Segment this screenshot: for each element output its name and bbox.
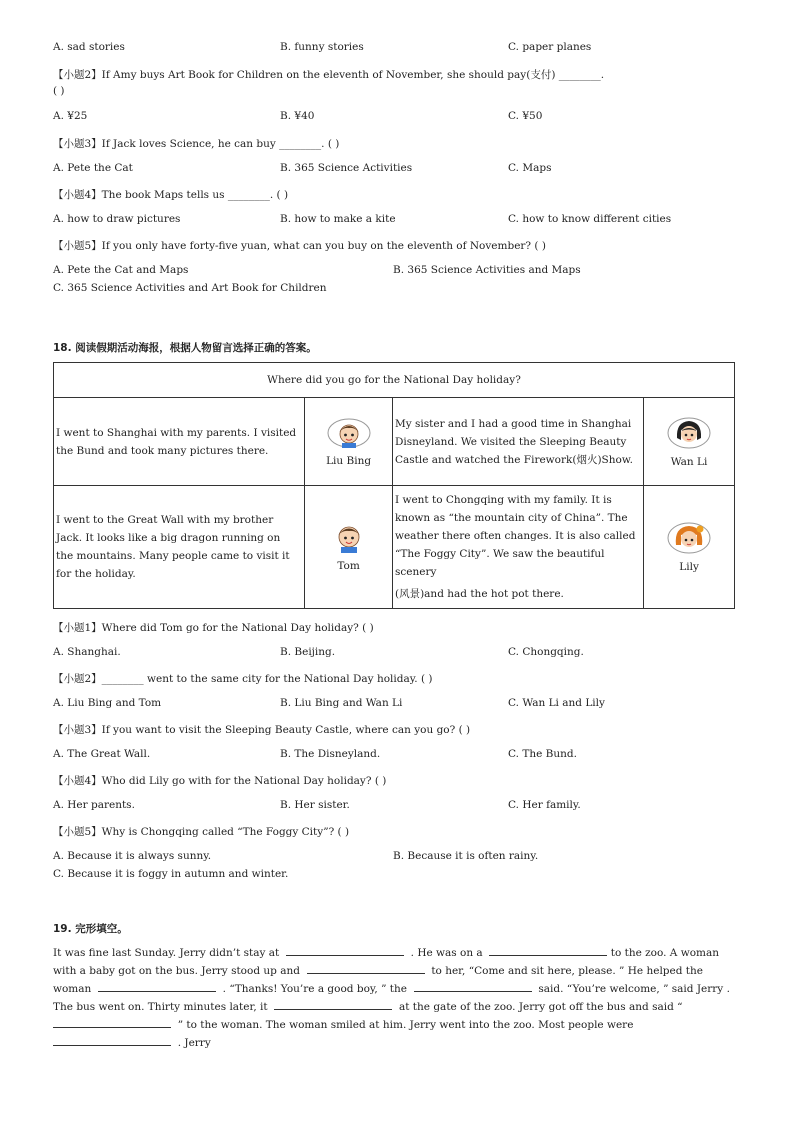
- q18-sub2-option-a: A. Liu Bing and Tom: [53, 697, 162, 709]
- poster-message-tom: [54, 486, 305, 609]
- q17-sub2-question: 【小题2】If Amy buys Art Book for Children on the eleventh of November, she should pay(支付) ________.: [53, 69, 605, 81]
- cloze-blank-1[interactable]: [286, 945, 404, 956]
- q18-sub2-question: 【小题2】________ went to the same city for the National Day holiday. ( ): [53, 673, 433, 685]
- cloze-text: . Jerry: [177, 1037, 211, 1049]
- poster-message-liu-bing: [54, 398, 305, 486]
- q17-sub3-question: 【小题3】If Jack loves Science, he can buy ________. ( ): [53, 138, 340, 150]
- poster-avatar-tom: [305, 486, 393, 609]
- boy-avatar-icon: [329, 522, 369, 554]
- q17-option-b: B. funny stories: [280, 41, 364, 53]
- q18-heading: 18. 阅读假期活动海报，根据人物留言选择正确的答案。: [53, 342, 317, 354]
- cloze-blank-3[interactable]: [307, 963, 425, 974]
- poster-table: [53, 362, 735, 609]
- cloze-blank-5[interactable]: [414, 981, 532, 992]
- q18-sub5-option-a: A. Because it is always sunny.: [53, 850, 212, 862]
- q18-sub5-question: 【小题5】Why is Chongqing called “The Foggy City”? ( ): [53, 826, 350, 838]
- cloze-text: at the gate of the zoo. Jerry got off the bus and said “: [398, 1001, 683, 1013]
- q18-sub1-option-a: A. Shanghai.: [53, 646, 121, 658]
- girl-avatar-icon: [666, 416, 712, 450]
- kid-name: Tom: [337, 560, 360, 572]
- q17-sub4-option-c: C. how to know different cities: [508, 213, 672, 225]
- cloze-blank-7[interactable]: [53, 1017, 171, 1028]
- q17-sub2-option-a: A. ¥25: [53, 110, 88, 122]
- q17-sub5-option-a: A. Pete the Cat and Maps: [53, 264, 189, 276]
- poster-message-lily: [392, 486, 643, 609]
- cloze-text: It was fine last Sunday. Jerry didn’t stay at: [53, 947, 280, 959]
- q18-sub5-option-b: B. Because it is often rainy.: [393, 850, 539, 862]
- q18-sub3-option-a: A. The Great Wall.: [53, 748, 151, 760]
- cloze-blank-8[interactable]: [53, 1035, 171, 1046]
- q18-sub3-option-c: C. The Bund.: [508, 748, 577, 760]
- q17-sub3-option-b: B. 365 Science Activities: [280, 162, 413, 174]
- boy-avatar-icon: [326, 417, 372, 449]
- q17-sub2-paren: ( ): [53, 85, 65, 97]
- q18-sub1-option-c: C. Chongqing.: [508, 646, 584, 658]
- message-text: I went to Chongqing with my family. It is known as “the mountain city of China”. The weather there often changes. It is also called “The Foggy City”. We saw the beautiful scenery: [394, 494, 636, 578]
- poster-title: Where did you go for the National Day holiday?: [54, 363, 735, 398]
- q17-sub2-option-c: C. ¥50: [508, 110, 543, 122]
- q17-sub4-option-a: A. how to draw pictures: [53, 213, 181, 225]
- message-text: I went to the Great Wall with my brother Jack. It looks like a big dragon running on the mountains. Many people came to visit it for the holiday.: [56, 514, 290, 580]
- poster-avatar-liu-bing: [305, 398, 393, 486]
- q17-option-c: C. paper planes: [508, 41, 592, 53]
- q17-sub3-option-c: C. Maps: [508, 162, 552, 174]
- q17-sub3-option-a: A. Pete the Cat: [53, 162, 133, 174]
- cloze-blank-4[interactable]: [98, 981, 216, 992]
- q17-option-a: A. sad stories: [53, 41, 125, 53]
- q18-sub3-option-b: B. The Disneyland.: [280, 748, 381, 760]
- q18-sub1-question: 【小题1】Where did Tom go for the National Day holiday? ( ): [53, 622, 374, 634]
- cloze-blank-6[interactable]: [274, 999, 392, 1010]
- q17-sub4-question: 【小题4】The book Maps tells us ________. ( ): [53, 189, 289, 201]
- cloze-text: said. “You’re welcome, ” said Jerry . The bus went on. Thirty minutes later, it: [53, 983, 730, 1013]
- q17-sub5-question: 【小题5】If you only have forty-five yuan, what can you buy on the eleventh of November? ( ): [53, 240, 546, 252]
- girl-avatar-icon: [666, 521, 712, 555]
- q18-sub4-option-a: A. Her parents.: [53, 799, 135, 811]
- q18-sub2-option-c: C. Wan Li and Lily: [508, 697, 605, 709]
- cloze-text: to her, “Come and sit here, please. ” He helped the woman: [53, 965, 703, 995]
- q18-sub4-option-c: C. Her family.: [508, 799, 581, 811]
- cloze-text: . He was on a: [410, 947, 483, 959]
- message-text: I went to Shanghai with my parents. I visited the Bund and took many pictures there.: [56, 426, 297, 457]
- poster-avatar-lily: [644, 486, 735, 609]
- q18-sub1-option-b: B. Beijing.: [280, 646, 336, 658]
- message-text-continued: (风景)and had the hot pot there.: [394, 588, 564, 600]
- kid-name: Liu Bing: [326, 454, 372, 467]
- kid-name: Lily: [679, 561, 699, 573]
- q17-sub5-option-c: C. 365 Science Activities and Art Book for Children: [53, 282, 327, 294]
- cloze-text: to the zoo. A woman with a baby got on the bus. Jerry stood up and: [53, 947, 720, 977]
- q18-sub5-option-c: C. Because it is foggy in autumn and winter.: [53, 868, 289, 880]
- poster-avatar-wan-li: [644, 398, 735, 486]
- cloze-text: . “Thanks! You’re a good boy, ” the: [222, 983, 408, 995]
- q17-sub5-option-b: B. 365 Science Activities and Maps: [393, 264, 581, 276]
- cloze-passage: [53, 944, 743, 1052]
- q18-sub2-option-b: B. Liu Bing and Wan Li: [280, 697, 403, 709]
- cloze-text: ” to the woman. The woman smiled at him. Jerry went into the zoo. Most people were: [177, 1019, 634, 1031]
- q17-sub2-option-b: B. ¥40: [280, 110, 315, 122]
- q18-sub4-question: 【小题4】Who did Lily go with for the National Day holiday? ( ): [53, 775, 387, 787]
- kid-name: Wan Li: [670, 455, 708, 468]
- q18-sub4-option-b: B. Her sister.: [280, 799, 350, 811]
- poster-message-wan-li: [392, 398, 643, 486]
- q17-sub4-option-b: B. how to make a kite: [280, 213, 396, 225]
- q19-heading: 19. 完形填空。: [53, 923, 128, 935]
- message-text: My sister and I had a good time in Shanghai Disneyland. We visited the Sleeping Beauty Castle and watched the Firework(烟火)Show.: [394, 417, 633, 466]
- q18-sub3-question: 【小题3】If you want to visit the Sleeping Beauty Castle, where can you go? ( ): [53, 724, 471, 736]
- cloze-blank-2[interactable]: [489, 945, 607, 956]
